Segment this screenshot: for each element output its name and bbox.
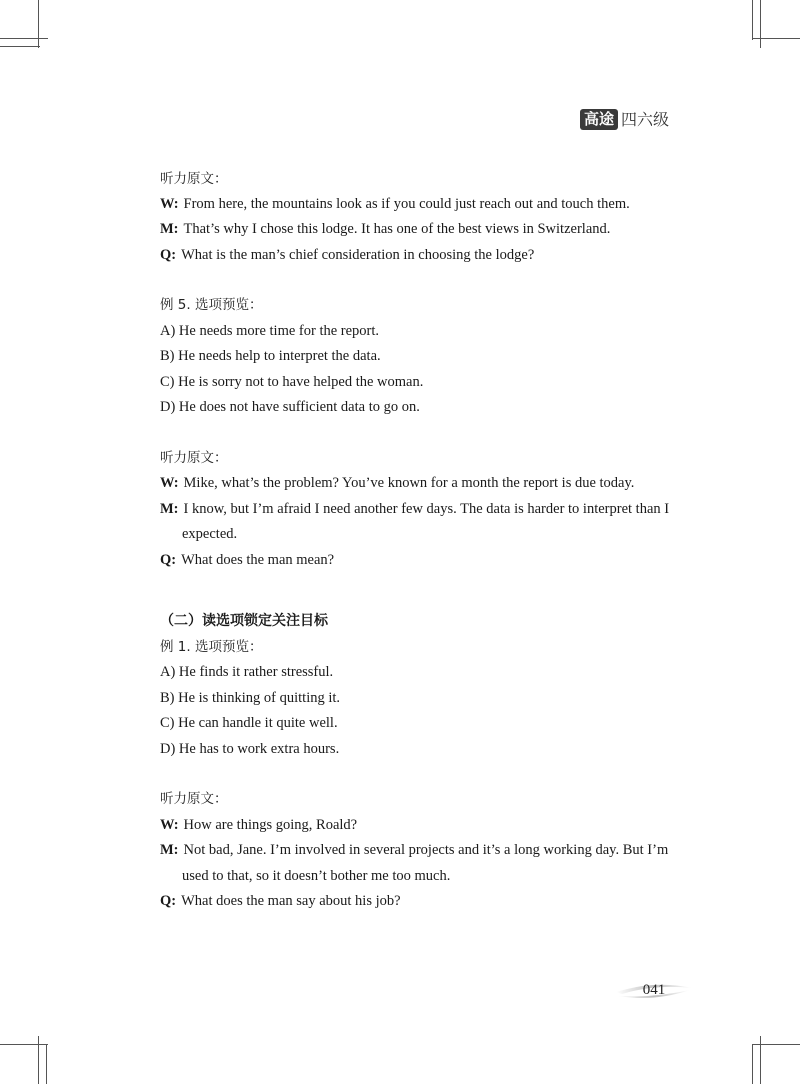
option-line: D) He has to work extra hours. <box>160 741 340 757</box>
speaker-label: W: <box>160 817 179 833</box>
option-line: C) He can handle it quite well. <box>160 715 338 731</box>
brand-text: 四六级 <box>621 109 670 129</box>
speaker-label: M: <box>160 221 179 237</box>
dialogue-line <box>160 195 630 213</box>
option-line: B) He needs help to interpret the data. <box>160 348 381 364</box>
option-line: B) He is thinking of quitting it. <box>160 690 341 706</box>
dialogue-text: What does the man mean? <box>181 552 335 568</box>
header-brand <box>580 108 669 130</box>
section-title: （二）读选项锁定关注目标 <box>160 613 328 629</box>
dialogue-line <box>160 246 534 264</box>
speaker-label: Q: <box>160 552 177 568</box>
block-heading: 例 5. 选项预览： <box>160 297 263 313</box>
dialogue-line <box>160 892 401 910</box>
speaker-label: Q: <box>160 247 177 263</box>
dialogue-text: Mike, what’s the problem? You’ve known for a month the report is due today. <box>183 475 635 491</box>
block-heading: 例 1. 选项预览： <box>160 639 263 655</box>
dialogue-line <box>160 841 668 859</box>
speaker-label: M: <box>160 501 179 517</box>
option-line: D) He does not have sufficient data to go on. <box>160 399 420 415</box>
dialogue-text: Not bad, Jane. I’m involved in several projects and it’s a long working day. But I’m <box>183 842 669 858</box>
dialogue-continuation: expected. <box>182 526 238 542</box>
speaker-label: M: <box>160 842 179 858</box>
speaker-label: Q: <box>160 893 177 909</box>
dialogue-line <box>160 816 357 834</box>
option-line: A) He needs more time for the report. <box>160 323 380 339</box>
option-line: A) He finds it rather stressful. <box>160 664 334 680</box>
dialogue-text: That’s why I chose this lodge. It has one of the best views in Switzerland. <box>183 221 611 237</box>
page-number: 041 <box>642 982 666 998</box>
brand-box: 高途 <box>580 109 618 130</box>
speaker-label: W: <box>160 475 179 491</box>
page-number-badge <box>612 978 696 1004</box>
dialogue-text: I know, but I’m afraid I need another few days. The data is harder to interpret than I <box>183 501 670 517</box>
option-line: C) He is sorry not to have helped the woman. <box>160 374 424 390</box>
dialogue-text: From here, the mountains look as if you could just reach out and touch them. <box>183 196 630 212</box>
block-heading: 听力原文： <box>160 171 228 187</box>
dialogue-continuation: used to that, so it doesn’t bother me too much. <box>182 868 451 884</box>
dialogue-text: What is the man’s chief consideration in choosing the lodge? <box>181 247 535 263</box>
speaker-label: W: <box>160 196 179 212</box>
block-heading: 听力原文： <box>160 450 228 466</box>
dialogue-line <box>160 220 610 238</box>
block-heading: 听力原文： <box>160 791 228 807</box>
dialogue-line <box>160 474 634 492</box>
dialogue-text: What does the man say about his job? <box>181 893 401 909</box>
dialogue-line <box>160 500 669 518</box>
dialogue-text: How are things going, Roald? <box>183 817 358 833</box>
dialogue-line <box>160 551 334 569</box>
